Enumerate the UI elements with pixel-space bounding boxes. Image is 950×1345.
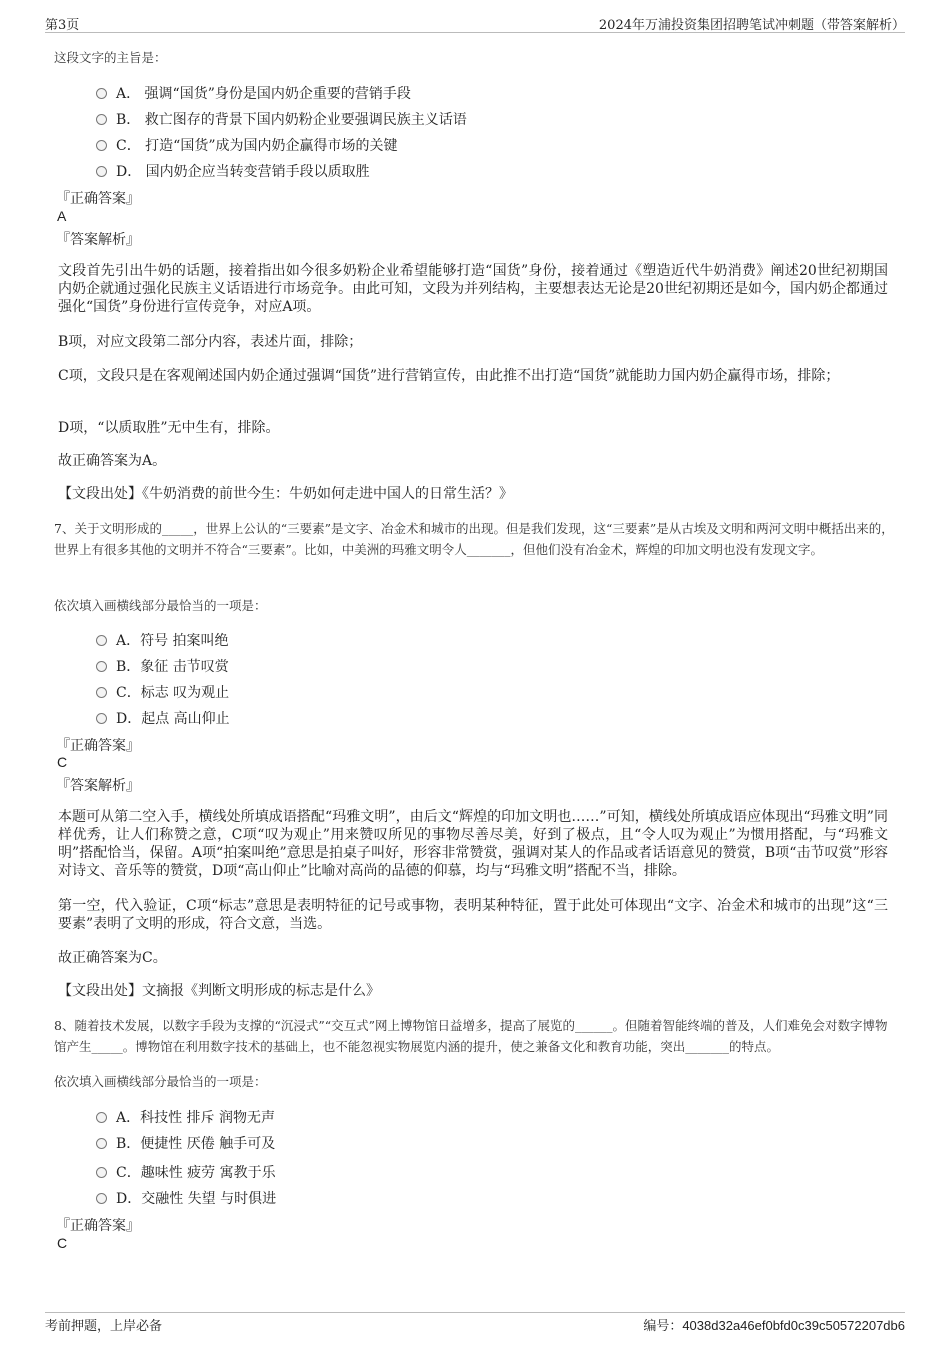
radio-icon[interactable]: [96, 661, 107, 672]
q7-analysis-para: 第一空，代入验证，C项“标志”意思是表明特征的记号或事物，表明某种特征，置于此处可体现出“文字、冶金术和城市的出现”这“三要素”表明了文明的形成，符合文意，当选。: [58, 898, 888, 932]
q7-prompt: 依次填入画横线部分最恰当的一项是：: [54, 598, 267, 613]
q7-analysis-para: 本题可从第二空入手，横线处所填成语搭配“玛雅文明”，由后文“辉煌的印加文明也……”可知，横线处所填成语应体现出“玛雅文明”同样优秀，让人们称赞之意，C项“叹为观止”用来赞叹所见的事物尽善尽美，好到了极点，且“令人叹为观止”为惯用搭配，与“玛雅文明”搭配恰当，保留。A项“拍案叫绝”意思是拍桌子叫好，形容非常赞赏，强调对某人的作品或者话语意见的赞赏，B项“击节叹赏”形容对诗文、音乐等的赞赏，D项“高山仰止”比喻对高尚的品德的仰慕，均与“玛雅文明”搭配不当，排除。: [58, 809, 888, 879]
footer-code-label: 编号：: [643, 1319, 683, 1334]
radio-icon[interactable]: [96, 635, 107, 646]
q6-analysis-para: C项，文段只是在客观阐述国内奶企通过强调“国货”进行营销宣传，由此推不出打造“国货”就能助力国内奶企赢得市场，排除；: [58, 368, 840, 384]
q6-answer: A: [57, 208, 67, 224]
footer-slogan: 考前押题，上岸必备: [45, 1319, 163, 1334]
q6-prompt: 这段文字的主旨是：: [54, 50, 167, 65]
q7-answer-label: 『正确答案』: [56, 738, 140, 754]
footer-code: [643, 1315, 905, 1334]
radio-icon[interactable]: [96, 140, 107, 151]
radio-icon[interactable]: [96, 88, 107, 99]
q6-source: 【文段出处】《牛奶消费的前世今生：牛奶如何走进中国人的日常生活？》: [58, 486, 513, 502]
page-header: [45, 14, 905, 33]
q7-stem: 7、关于文明形成的_____，世界上公认的“三要素”是文字、冶金术和城市的出现。但是我们发现，这“三要素”是从古埃及文明和两河文明中概括出来的，世界上有很多其他的文明并不符合“三要素”。比如，中美洲的玛雅文明令人_______，但他们没有冶金术，辉煌的印加文明也没有发现文字。: [54, 521, 894, 557]
document-title: 2024年万浦投资集团招聘笔试冲刺题（带答案解析）: [598, 18, 905, 33]
q7-option-c[interactable]: C．标志 叹为观止: [96, 682, 229, 702]
q6-option-d[interactable]: D． 国内奶企应当转变营销手段以质取胜: [96, 161, 370, 181]
q8-option-d[interactable]: D．交融性 失望 与时俱进: [96, 1188, 276, 1208]
radio-icon[interactable]: [96, 1112, 107, 1123]
q8-stem: 8、随着技术发展，以数字手段为支撑的“沉浸式”“交互式”网上博物馆日益增多，提高了展览的______。但随着智能终端的普及，人们难免会对数字博物馆产生_____。博物馆在利用数字技术的基础上，也不能忽视实物展览内涵的提升，使之兼备文化和教育功能，突出_______的特点。: [54, 1018, 888, 1054]
q6-analysis-para: 文段首先引出牛奶的话题，接着指出如今很多奶粉企业希望能够打造“国货”身份，接着通过《塑造近代牛奶消费》阐述20世纪初期国内奶企就通过强化民族主义话语进行市场竞争。由此可知，文段为并列结构，主要想表达无论是20世纪初期还是如今，国内奶企都通过强化“国货”身份进行宣传竞争，对应A项。: [58, 263, 888, 315]
q8-option-a[interactable]: A．科技性 排斥 润物无声: [96, 1107, 275, 1127]
radio-icon[interactable]: [96, 687, 107, 698]
q7-analysis-para: 故正确答案为C。: [58, 950, 167, 966]
footer-code-value: 4038d32a46ef0bfd0c39c50572207db6: [682, 1318, 905, 1333]
q6-analysis-para: D项，“以质取胜”无中生有，排除。: [58, 420, 280, 436]
page-number: 第3页: [45, 18, 80, 33]
q7-answer: C: [57, 754, 68, 770]
q6-option-b[interactable]: B． 救亡图存的背景下国内奶粉企业要强调民族主义话语: [96, 109, 467, 129]
q7-source: 【文段出处】文摘报《判断文明形成的标志是什么》: [58, 983, 380, 999]
q7-option-b[interactable]: B．象征 击节叹赏: [96, 656, 229, 676]
q6-analysis-para: B项，对应文段第二部分内容，表述片面，排除；: [58, 334, 363, 350]
q6-analysis-para: 故正确答案为A。: [58, 453, 167, 469]
page-footer: [45, 1312, 905, 1339]
radio-icon[interactable]: [96, 713, 107, 724]
q7-option-a[interactable]: A．符号 拍案叫绝: [96, 630, 229, 650]
q7-analysis-label: 『答案解析』: [56, 778, 140, 794]
q6-answer-label: 『正确答案』: [56, 191, 140, 207]
q8-option-b[interactable]: B．便捷性 厌倦 触手可及: [96, 1133, 275, 1153]
radio-icon[interactable]: [96, 114, 107, 125]
q8-answer-label: 『正确答案』: [56, 1218, 140, 1234]
q7-option-d[interactable]: D．起点 高山仰止: [96, 708, 230, 728]
q6-option-a[interactable]: A． 强调“国货”身份是国内奶企重要的营销手段: [96, 83, 411, 103]
q8-answer: C: [57, 1235, 68, 1251]
radio-icon[interactable]: [96, 1167, 107, 1178]
q6-analysis-label: 『答案解析』: [56, 232, 140, 248]
radio-icon[interactable]: [96, 1138, 107, 1149]
q8-option-c[interactable]: C．趣味性 疲劳 寓教于乐: [96, 1162, 276, 1182]
radio-icon[interactable]: [96, 1193, 107, 1204]
radio-icon[interactable]: [96, 166, 107, 177]
q6-option-c[interactable]: C． 打造“国货”成为国内奶企赢得市场的关键: [96, 135, 397, 155]
q8-prompt: 依次填入画横线部分最恰当的一项是：: [54, 1074, 267, 1089]
